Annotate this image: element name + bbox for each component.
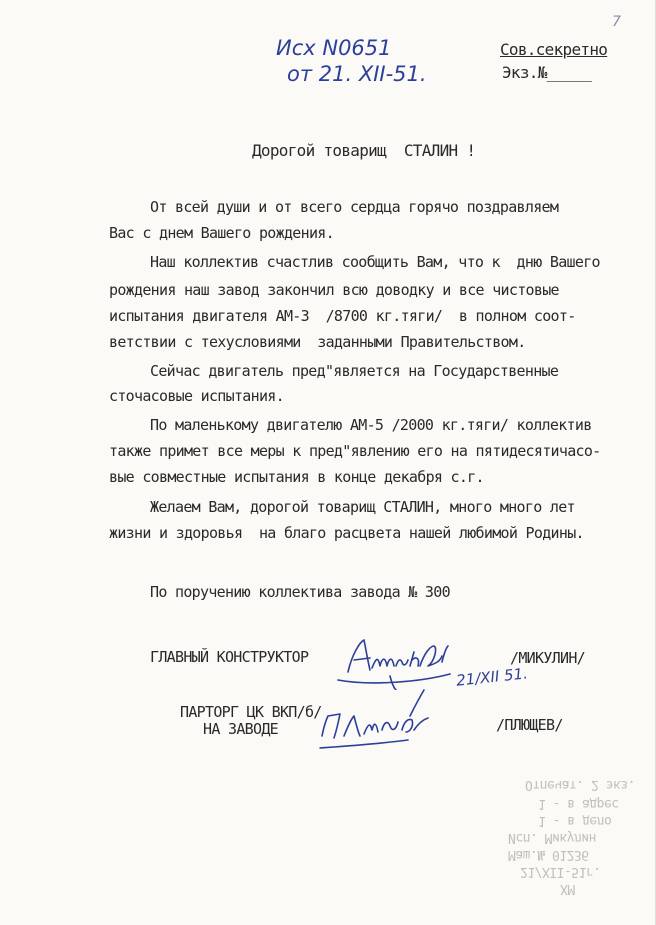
signatory-name: /МИКУЛИН/ [510, 649, 585, 667]
body-line: ветствии с техусловиями заданными Правительством. [109, 333, 526, 351]
signatory-title: ПАРТОРГ ЦК ВКП/б/ [180, 703, 322, 721]
page-mark: 7 [612, 14, 621, 30]
body-line: Желаем Вам, дорогой товарищ СТАЛИН, много много лет [150, 498, 575, 516]
bleed-through-line: Маш.№ 01236 [508, 847, 589, 862]
signatory-title: НА ЗАВОДЕ [203, 720, 278, 738]
body-line: По маленькому двигателю АМ-5 /2000 кг.тяги/ коллектив [150, 416, 592, 434]
closing-line: По поручению коллектива завода № 300 [150, 583, 450, 601]
body-line: Наш коллектив счастлив сообщить Вам, что к дню Вашего [150, 253, 600, 271]
signatory-name: /ПЛЮЩЕВ/ [496, 716, 563, 734]
copy-number: Экз.№_____ [502, 63, 592, 82]
bleed-through-line: 21/XII-51г. [520, 864, 601, 879]
bleed-through-line: ХМ [560, 881, 575, 896]
bleed-through-line: Исп. Микулин [508, 830, 596, 845]
body-line: жизни и здоровья на благо расцвета нашей любимой Родины. [109, 524, 584, 542]
body-line: От всей души и от всего сердца горячо поздравляем [150, 198, 559, 216]
bleed-through-line: Отпечат. 2 экз. [525, 777, 635, 792]
signature-plyushchev [318, 686, 443, 752]
outgoing-number: Исх N0651 [276, 36, 392, 60]
body-line: Сейчас двигатель пред"является на Государственные [150, 362, 559, 380]
body-line: сточасовые испытания. [109, 387, 284, 405]
bleed-through-line: 1 - в адрес [538, 796, 619, 811]
body-line: также примет все меры к пред"явлению его на пятидесятичасо- [109, 442, 601, 460]
body-line: вые совместные испытания в конце декабря с.г. [109, 468, 484, 486]
body-line: испытания двигателя АМ-3 /8700 кг.тяги/ в полном соот- [109, 307, 576, 325]
body-line: Вас с днем Вашего рождения. [109, 224, 334, 242]
body-line: рождения наш завод закончил всю доводку и все чистовые [109, 281, 559, 299]
bleed-through-line: 1 - в дело [538, 813, 612, 828]
signature-mikulin [330, 632, 465, 690]
handwritten-date: 21/XII 51. [455, 664, 529, 690]
signatory-title: ГЛАВНЫЙ КОНСТРУКТОР [150, 648, 309, 666]
classification-stamp: Сов.секретно [500, 40, 608, 59]
salutation: Дорогой товарищ СТАЛИН ! [252, 141, 476, 160]
outgoing-date: от 21. XII-51. [287, 62, 427, 86]
